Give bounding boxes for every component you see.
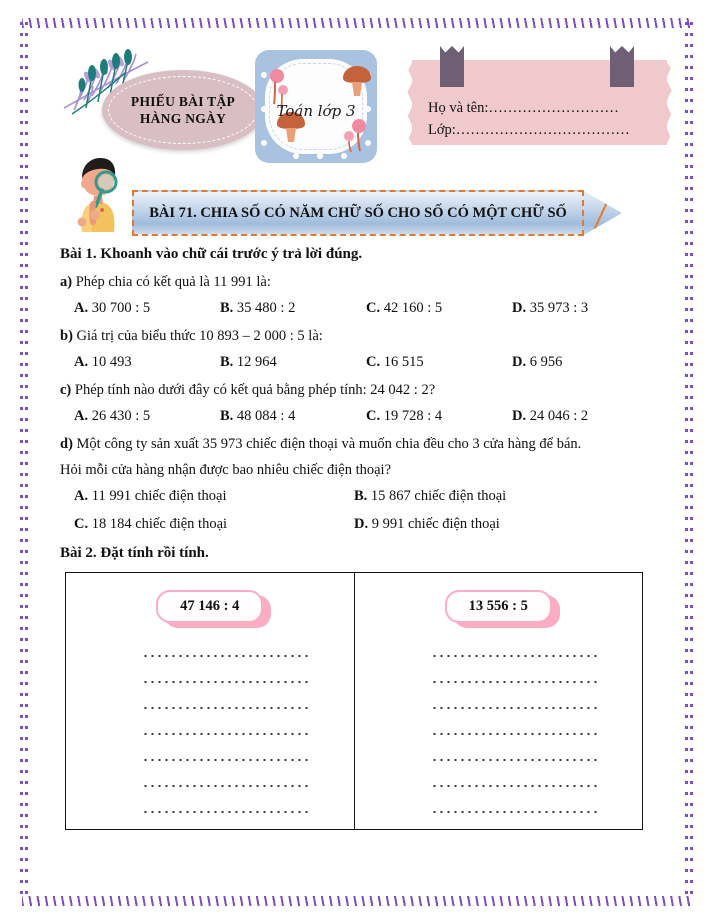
- option-text: 35 480 : 2: [236, 300, 296, 316]
- option-c-1[interactable]: [74, 408, 220, 425]
- option-a-2[interactable]: [220, 300, 366, 317]
- answer-line[interactable]: [144, 695, 308, 721]
- question-c-options: [60, 408, 660, 425]
- question-d-options-row1: [60, 488, 660, 505]
- question-b-options: [60, 354, 660, 371]
- paper-clip-icon: [610, 46, 634, 87]
- option-letter: A.: [74, 488, 89, 504]
- answer-line[interactable]: [433, 721, 597, 747]
- question-a-text: Phép chia có kết quả là 11 991 là:: [75, 274, 271, 290]
- worksheet-header: [40, 32, 680, 172]
- option-text: 9 991 chiếc điện thoại: [371, 516, 500, 532]
- question-a-stem: [60, 274, 660, 291]
- worksheet-title-badge: [102, 70, 264, 150]
- option-letter: C.: [366, 300, 381, 316]
- option-letter: D.: [512, 408, 527, 424]
- question-a-options: [60, 300, 660, 317]
- question-d-options-row2: [60, 516, 660, 533]
- option-text: 19 728 : 4: [383, 408, 443, 424]
- answer-line[interactable]: [433, 695, 597, 721]
- option-letter: B.: [220, 300, 234, 316]
- answer-line[interactable]: [144, 643, 308, 669]
- option-b-3[interactable]: [366, 354, 512, 371]
- answer-line[interactable]: [144, 747, 308, 773]
- question-d-stem: [60, 436, 660, 453]
- worksheet-content: [60, 246, 660, 830]
- option-text: 6 956: [529, 354, 563, 370]
- exercise2-cell-1: [66, 573, 354, 829]
- expression-pill-wrap: [66, 583, 354, 629]
- option-letter: A.: [74, 300, 89, 316]
- option-a-4[interactable]: [512, 300, 658, 317]
- option-letter: A.: [74, 408, 89, 424]
- exercise2-heading: Bài 2. Đặt tính rồi tính.: [60, 545, 209, 561]
- worksheet-label-line2: HÀNG NGÀY: [139, 111, 227, 126]
- option-d-3[interactable]: [74, 516, 354, 533]
- option-letter: D.: [354, 516, 369, 532]
- expression-pill-1: [156, 590, 263, 623]
- answer-line[interactable]: [433, 747, 597, 773]
- question-c-stem: [60, 382, 660, 399]
- question-b-stem: [60, 328, 660, 345]
- option-d-4[interactable]: [354, 516, 634, 533]
- answer-line[interactable]: [433, 643, 597, 669]
- answer-line[interactable]: [144, 669, 308, 695]
- option-text: 30 700 : 5: [91, 300, 151, 316]
- option-text: 15 867 chiếc điện thoại: [370, 488, 507, 504]
- question-d-stem-2: Hỏi mỗi cửa hàng nhận được bao nhiêu chiếc điện thoại?: [60, 462, 392, 478]
- question-a-label: a): [60, 274, 73, 290]
- student-name-field[interactable]: Họ và tên:………………………: [428, 100, 619, 116]
- option-text: 35 973 : 3: [529, 300, 589, 316]
- answer-line[interactable]: [144, 721, 308, 747]
- answer-line[interactable]: [433, 773, 597, 799]
- exercise2-table: [65, 572, 643, 830]
- option-letter: B.: [354, 488, 368, 504]
- expression-1: 47 146 : 4: [156, 590, 263, 623]
- option-text: 48 084 : 4: [236, 408, 296, 424]
- banner-body: [132, 190, 584, 236]
- worksheet-label-line1: PHIẾU BÀI TẬP: [130, 94, 236, 109]
- option-letter: D.: [512, 300, 527, 316]
- option-letter: B.: [220, 408, 234, 424]
- page-border-top: [22, 18, 692, 28]
- answer-line[interactable]: [144, 773, 308, 799]
- option-letter: C.: [366, 354, 381, 370]
- student-class-field[interactable]: Lớp:………………………………: [428, 122, 630, 138]
- page-border-bottom: [22, 896, 692, 906]
- option-text: 18 184 chiếc điện thoại: [91, 516, 228, 532]
- banner-arrow-tip: [582, 190, 622, 236]
- subject-card-text: Toán lớp 3: [276, 102, 356, 120]
- subject-card: [255, 50, 377, 163]
- option-text: 24 046 : 2: [529, 408, 589, 424]
- option-text: 11 991 chiếc điện thoại: [91, 488, 227, 504]
- exercise1-heading: Bài 1. Khoanh vào chữ cái trước ý trả lời đúng.: [60, 246, 363, 262]
- option-letter: D.: [512, 354, 527, 370]
- option-text: 16 515: [383, 354, 424, 370]
- option-letter: C.: [366, 408, 381, 424]
- option-letter: C.: [74, 516, 89, 532]
- option-a-3[interactable]: [366, 300, 512, 317]
- option-d-1[interactable]: [74, 488, 354, 505]
- answer-line[interactable]: [144, 799, 308, 825]
- question-c-text: Phép tính nào dưới đây có kết quả bằng phép tính: 24 042 : 2?: [74, 382, 436, 398]
- boy-with-magnifier-icon: [62, 152, 134, 234]
- option-a-1[interactable]: [74, 300, 220, 317]
- option-c-2[interactable]: [220, 408, 366, 425]
- answer-lines-1[interactable]: [66, 643, 354, 825]
- expression-pill-2: [445, 590, 552, 623]
- option-letter: A.: [74, 354, 89, 370]
- question-d-label: d): [60, 436, 73, 452]
- question-b-label: b): [60, 328, 73, 344]
- answer-lines-2[interactable]: [355, 643, 643, 825]
- question-d-text: Một công ty sản xuất 35 973 chiếc điện thoại và muốn chia đều cho 3 cửa hàng để bán.: [76, 436, 582, 452]
- page-border-left: [20, 22, 29, 902]
- option-b-4[interactable]: [512, 354, 658, 371]
- option-b-2[interactable]: [220, 354, 366, 371]
- page-border-right: [685, 22, 694, 902]
- student-info-tape: [412, 60, 667, 145]
- option-b-1[interactable]: [74, 354, 220, 371]
- option-c-3[interactable]: [366, 408, 512, 425]
- option-text: 12 964: [236, 354, 277, 370]
- question-c-label: c): [60, 382, 72, 398]
- option-d-2[interactable]: [354, 488, 634, 505]
- option-text: 26 430 : 5: [91, 408, 151, 424]
- option-text: 42 160 : 5: [383, 300, 443, 316]
- exercise2-cell-2: [354, 573, 643, 829]
- option-letter: B.: [220, 354, 234, 370]
- expression-pill-wrap: [355, 583, 643, 629]
- option-text: 10 493: [91, 354, 132, 370]
- question-b-text: Giá trị của biểu thức 10 893 – 2 000 : 5 là:: [76, 328, 323, 344]
- lesson-title-banner: [132, 190, 622, 236]
- option-c-4[interactable]: [512, 408, 658, 425]
- lesson-title: BÀI 71. CHIA SỐ CÓ NĂM CHỮ SỐ CHO SỐ CÓ MỘT CHỮ SỐ: [149, 204, 567, 221]
- paper-clip-icon: [440, 46, 464, 87]
- answer-line[interactable]: [433, 669, 597, 695]
- answer-line[interactable]: [433, 799, 597, 825]
- expression-2: 13 556 : 5: [445, 590, 552, 623]
